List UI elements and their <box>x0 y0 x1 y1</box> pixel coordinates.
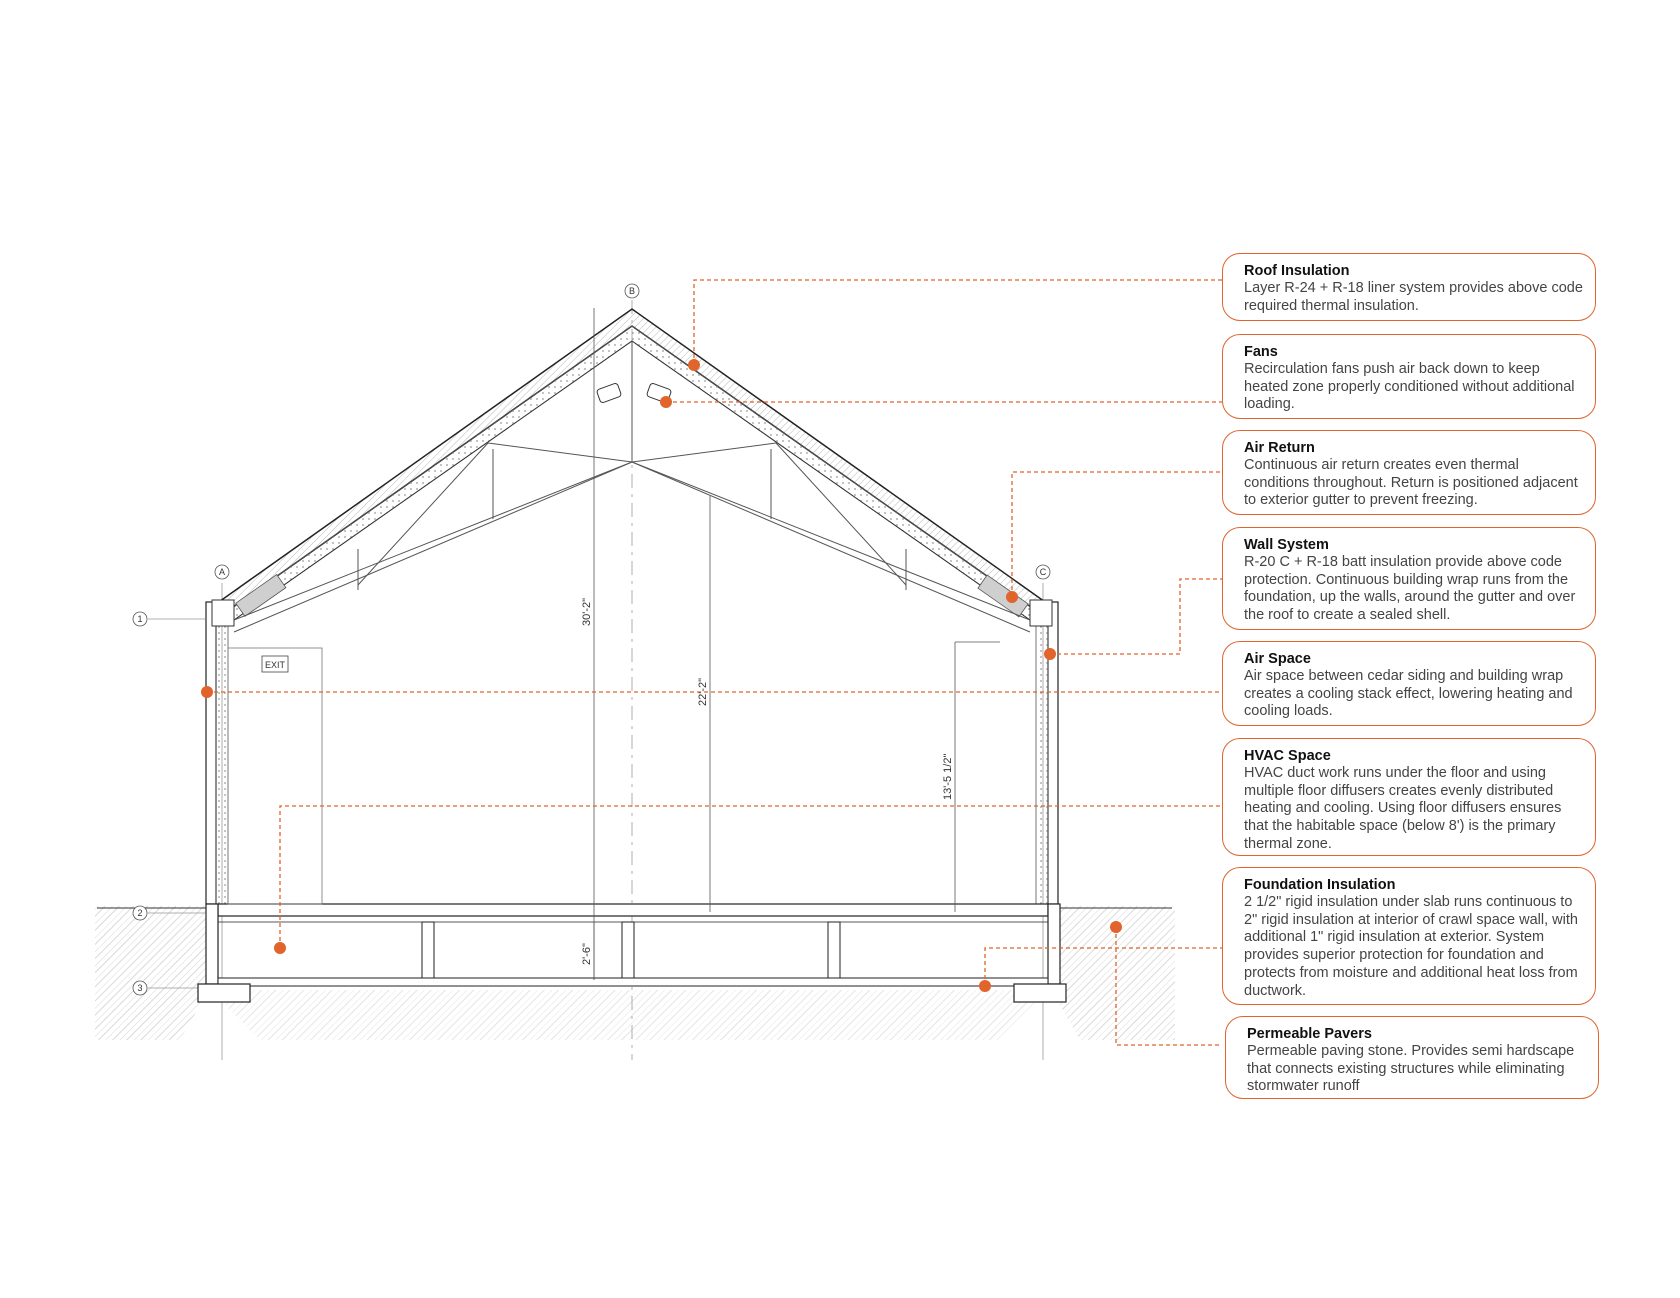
callout-title: Foundation Insulation <box>1244 877 1396 893</box>
level-bubble-1: 1 <box>137 614 143 624</box>
grid-bubble-a: A <box>218 567 226 577</box>
callout-permeable-pavers <box>1225 1016 1599 1099</box>
dot-permeable-pavers <box>1110 921 1122 933</box>
dot-roof-insulation <box>688 359 700 371</box>
callout-text: Continuous air return creates even thermal conditions throughout. Return is positioned adjacent to exterior gutter to prevent freezing. <box>1244 457 1578 509</box>
callout-title: Wall System <box>1244 537 1329 553</box>
callout-hvac-space <box>1222 738 1596 856</box>
dot-air-space <box>201 686 213 698</box>
exit-door <box>228 648 322 904</box>
leader-roof-insulation <box>694 280 1222 365</box>
callout-fans <box>1222 334 1596 419</box>
grid-bubbles <box>133 284 1050 995</box>
callout-title: Air Space <box>1244 651 1311 667</box>
callout-title: Permeable Pavers <box>1247 1026 1372 1042</box>
dot-air-return <box>1006 591 1018 603</box>
callout-text: Permeable paving stone. Provides semi hardscape that connects existing structures while eliminating stormwater runoff <box>1247 1043 1575 1095</box>
callout-dots <box>201 359 1122 992</box>
callout-air-return <box>1222 430 1596 515</box>
level-bubble-2: 2 <box>137 908 143 918</box>
callout-wall-system <box>1222 527 1596 630</box>
dot-fans <box>660 396 672 408</box>
ground-soil <box>95 906 1175 1040</box>
dimension-lines <box>594 308 1000 980</box>
dot-wall-system <box>1044 648 1056 660</box>
callout-text: Air space between cedar siding and building wrap creates a cooling stack effect, lowering heating and cooling loads. <box>1244 668 1573 720</box>
callout-title: Air Return <box>1244 440 1315 456</box>
callout-text: 2 1/2" rigid insulation under slab runs continuous to 2" rigid insulation at interior of crawl space wall, with additional 1" rigid insulation at exterior. System provides superior protection for foundation and protects from moisture and additional heat loss from ductwork. <box>1244 894 1578 999</box>
callout-title: Fans <box>1244 344 1278 360</box>
callout-roof-insulation <box>1222 253 1596 321</box>
leader-wall-system <box>1050 579 1222 654</box>
grid-bubble-c: C <box>1039 567 1047 577</box>
grid-bubble-b: B <box>628 286 636 296</box>
callout-text: Layer R-24 + R-18 liner system provides above code required thermal insulation. <box>1244 280 1583 314</box>
dim-truss-height: 22'-2" <box>697 677 709 706</box>
dot-hvac-space <box>274 942 286 954</box>
exit-sign: EXIT <box>264 660 286 670</box>
dot-foundation-insulation <box>979 980 991 992</box>
callout-text: HVAC duct work runs under the floor and using multiple floor diffusers creates evenly distributed heating and cooling. Using floor diffusers ensures that the habitable space (below 8') is the primary thermal zone. <box>1244 765 1562 852</box>
dim-ridge-height: 30'-2" <box>581 597 593 626</box>
callout-foundation-insulation <box>1222 867 1596 1005</box>
level-bubble-3: 3 <box>137 983 143 993</box>
callout-text: Recirculation fans push air back down to keep heated zone properly conditioned without additional loading. <box>1244 361 1575 413</box>
dim-crawl-height: 2'-6" <box>581 943 593 965</box>
callout-title: HVAC Space <box>1244 748 1331 764</box>
callout-air-space <box>1222 641 1596 726</box>
dim-wall-height: 13'-5 1/2" <box>942 753 954 800</box>
callout-text: R-20 C + R-18 batt insulation provide above code protection. Continuous building wrap runs from the foundation, up the walls, around the gutter and over the roof to create a sealed shell. <box>1244 554 1576 624</box>
callout-title: Roof Insulation <box>1244 263 1350 279</box>
